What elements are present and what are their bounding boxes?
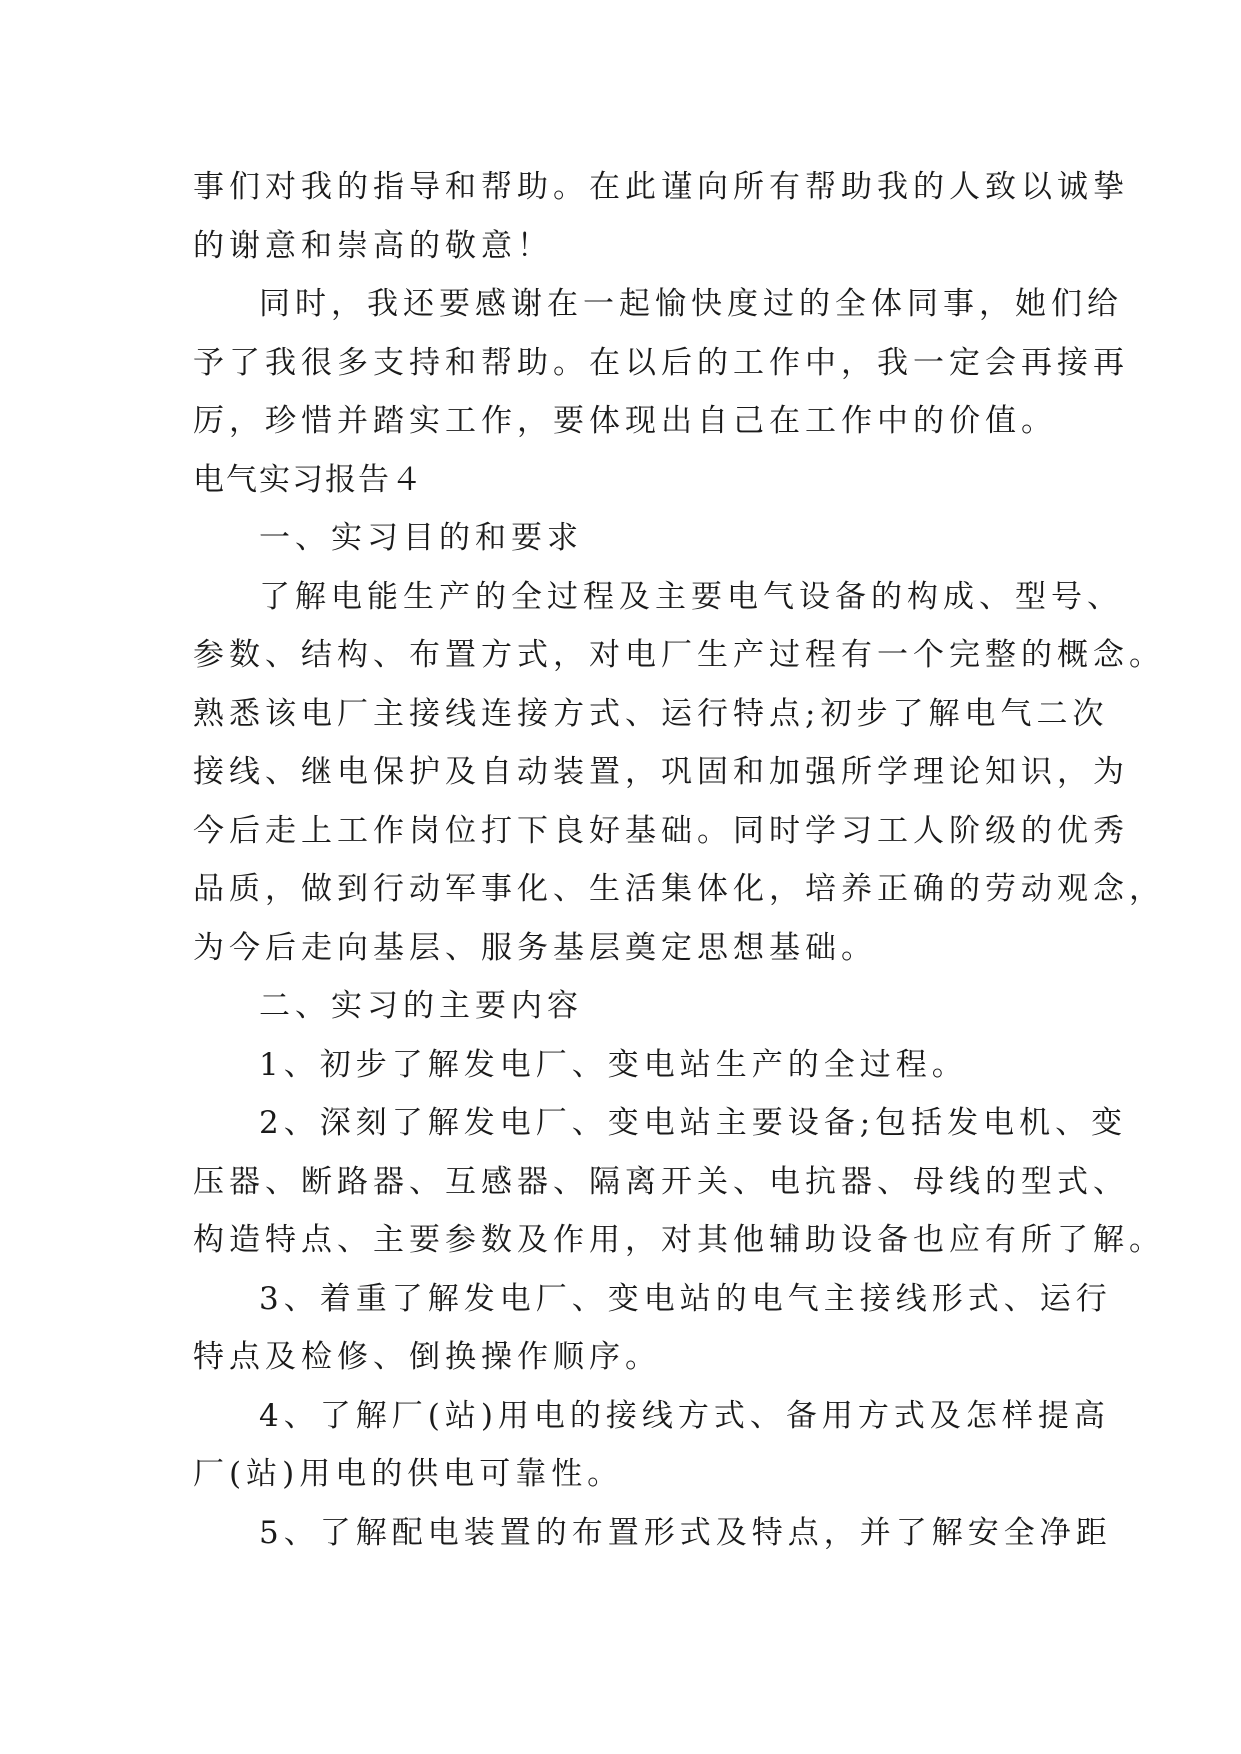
- paragraph-start: 了解电能生产的全过程及主要电气设备的构成、型号、: [259, 578, 1123, 615]
- text-line: 品质，做到行动军事化、生活集体化，培养正确的劳动观念，: [193, 871, 1165, 907]
- list-item-5: 5、了解配电装置的布置形式及特点，并了解安全净距: [259, 1514, 1112, 1551]
- text-line: 厉，珍惜并踏实工作，要体现出自己在工作中的价值。: [193, 403, 1057, 439]
- text-line: 今后走上工作岗位打下良好基础。同时学习工人阶级的优秀: [193, 812, 1129, 849]
- text-line: 压器、断路器、互感器、隔离开关、电抗器、母线的型式、: [193, 1163, 1129, 1200]
- list-item-1: 1、初步了解发电厂、变电站生产的全过程。: [259, 1046, 968, 1083]
- text-line: 的谢意和崇高的敬意！: [193, 227, 553, 264]
- text-line: 厂(站)用电的供电可靠性。: [193, 1456, 624, 1492]
- text-line: 事们对我的指导和帮助。在此谨向所有帮助我的人致以诚挚: [193, 169, 1129, 205]
- text-line: 构造特点、主要参数及作用，对其他辅助设备也应有所了解。: [193, 1222, 1165, 1258]
- text-line: 熟悉该电厂主接线连接方式、运行特点;初步了解电气二次: [193, 695, 1109, 732]
- text-line: 接线、继电保护及自动装置，巩固和加强所学理论知识，为: [193, 754, 1129, 790]
- paragraph-start: 同时，我还要感谢在一起愉快度过的全体同事，她们给: [259, 286, 1123, 322]
- list-item-4: 4、了解厂(站)用电的接线方式、备用方式及怎样提高: [259, 1397, 1110, 1434]
- section-title: 电气实习报告４: [193, 461, 424, 498]
- list-item-3: 3、着重了解发电厂、变电站的电气主接线形式、运行: [259, 1280, 1112, 1317]
- document-body: [193, 158, 1165, 1562]
- text-line: 特点及检修、倒换操作顺序。: [193, 1339, 661, 1375]
- text-line: 参数、结构、布置方式，对电厂生产过程有一个完整的概念。: [193, 637, 1165, 673]
- text-line: 为今后走向基层、服务基层奠定思想基础。: [193, 929, 877, 966]
- heading-2: 二、实习的主要内容: [259, 988, 583, 1024]
- text-line: 予了我很多支持和帮助。在以后的工作中，我一定会再接再: [193, 344, 1129, 381]
- list-item-2: 2、深刻了解发电厂、变电站主要设备;包括发电机、变: [259, 1105, 1128, 1141]
- heading-1: 一、实习目的和要求: [259, 520, 583, 556]
